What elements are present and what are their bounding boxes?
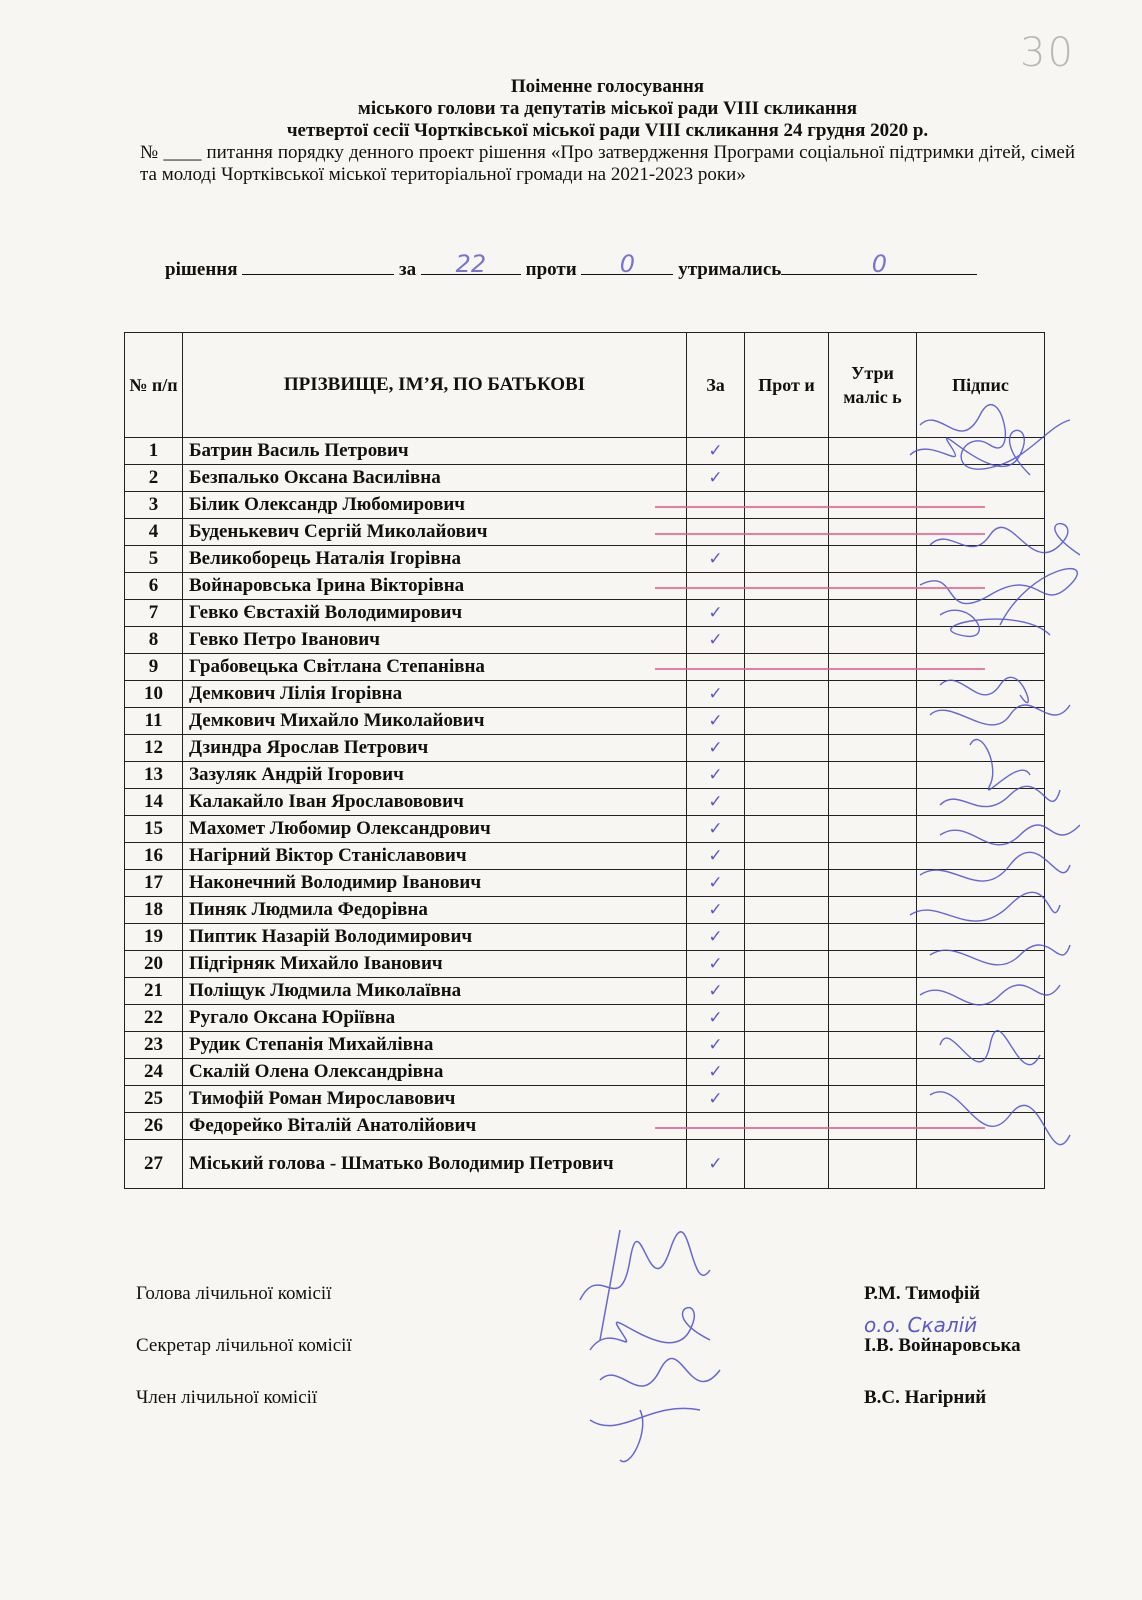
- secretary-role: Секретар лічильної комісії: [136, 1335, 352, 1356]
- row-vote-against: [745, 1086, 829, 1113]
- decision-label: рішення: [165, 259, 238, 280]
- row-vote-against: [745, 1032, 829, 1059]
- header-for: За: [687, 333, 745, 438]
- row-vote-against: [745, 924, 829, 951]
- row-number: 13: [125, 762, 183, 789]
- row-vote-against: [745, 708, 829, 735]
- header-name: ПРІЗВИЩЕ, ІМ’Я, ПО БАТЬКОВІ: [183, 333, 687, 438]
- row-vote-for: ✓: [687, 681, 745, 708]
- member-role: Член лічильної комісії: [136, 1387, 318, 1408]
- row-vote-against: [745, 438, 829, 465]
- row-vote-for: ✓: [687, 789, 745, 816]
- row-name: Войнаровська Ірина Вікторівна: [183, 573, 687, 600]
- row-name: Скалій Олена Олександрівна: [183, 1059, 687, 1086]
- row-vote-against: [745, 762, 829, 789]
- row-number: 20: [125, 951, 183, 978]
- row-vote-for: ✓: [687, 627, 745, 654]
- chair-name: Р.М. Тимофій: [864, 1283, 981, 1304]
- row-number: 11: [125, 708, 183, 735]
- signatures-scribble: [880, 395, 1080, 1195]
- row-name: Тимофій Роман Мирославович: [183, 1086, 687, 1113]
- row-number: 4: [125, 519, 183, 546]
- row-name: Демкович Михайло Миколайович: [183, 708, 687, 735]
- absent-strike-line: [655, 533, 985, 535]
- row-vote-for: ✓: [687, 1140, 745, 1189]
- row-vote-against: [745, 519, 829, 546]
- row-vote-against: [745, 654, 829, 681]
- header-number: № п/п: [125, 333, 183, 438]
- row-name: Федорейко Віталій Анатолійович: [183, 1113, 687, 1140]
- row-vote-against: [745, 1059, 829, 1086]
- row-number: 23: [125, 1032, 183, 1059]
- decision-blank: [242, 256, 394, 275]
- row-vote-against: [745, 600, 829, 627]
- row-vote-for: ✓: [687, 438, 745, 465]
- row-name: Безпалько Оксана Василівна: [183, 465, 687, 492]
- row-vote-for: ✓: [687, 897, 745, 924]
- row-vote-against: [745, 735, 829, 762]
- row-name: Гевко Петро Іванович: [183, 627, 687, 654]
- row-number: 15: [125, 816, 183, 843]
- row-vote-for: ✓: [687, 762, 745, 789]
- row-number: 5: [125, 546, 183, 573]
- row-name: Зазуляк Андрій Ігорович: [183, 762, 687, 789]
- row-number: 9: [125, 654, 183, 681]
- row-vote-for: [687, 654, 745, 681]
- row-vote-for: ✓: [687, 870, 745, 897]
- row-number: 26: [125, 1113, 183, 1140]
- row-name: Калакайло Іван Ярославовович: [183, 789, 687, 816]
- row-number: 16: [125, 843, 183, 870]
- row-vote-for: ✓: [687, 1005, 745, 1032]
- row-number: 18: [125, 897, 183, 924]
- row-name: Ругало Оксана Юріївна: [183, 1005, 687, 1032]
- commission-signatures: [560, 1220, 740, 1480]
- row-vote-for: ✓: [687, 1059, 745, 1086]
- row-name: Пиняк Людмила Федорівна: [183, 897, 687, 924]
- row-number: 25: [125, 1086, 183, 1113]
- absent-strike-line: [655, 506, 985, 508]
- row-name: Наконечний Володимир Іванович: [183, 870, 687, 897]
- chair-role: Голова лічильної комісії: [136, 1283, 332, 1304]
- row-vote-against: [745, 843, 829, 870]
- row-vote-for: ✓: [687, 816, 745, 843]
- row-vote-against: [745, 627, 829, 654]
- secretary-note: о.о. Скалій: [864, 1313, 978, 1337]
- row-vote-against: [745, 897, 829, 924]
- against-blank: [581, 250, 673, 278]
- abstain-label: утримались: [678, 259, 782, 280]
- for-label: за: [399, 259, 417, 280]
- row-vote-against: [745, 789, 829, 816]
- document-header: [140, 76, 1075, 186]
- vote-summary: [165, 250, 977, 281]
- row-number: 10: [125, 681, 183, 708]
- row-vote-against: [745, 1140, 829, 1189]
- row-vote-for: ✓: [687, 1032, 745, 1059]
- row-vote-against: [745, 546, 829, 573]
- against-value: 0: [619, 250, 636, 278]
- row-number: 2: [125, 465, 183, 492]
- row-vote-against: [745, 573, 829, 600]
- row-number: 21: [125, 978, 183, 1005]
- row-number: 14: [125, 789, 183, 816]
- row-name: Гевко Євстахій Володимирович: [183, 600, 687, 627]
- row-name: Підгірняк Михайло Іванович: [183, 951, 687, 978]
- header-abstain: Утри маліс ь: [829, 333, 917, 438]
- abstain-blank: [781, 250, 977, 278]
- row-vote-for: ✓: [687, 600, 745, 627]
- row-vote-for: [687, 573, 745, 600]
- row-vote-for: ✓: [687, 546, 745, 573]
- row-name: Пиптик Назарій Володимирович: [183, 924, 687, 951]
- row-vote-for: [687, 1113, 745, 1140]
- row-vote-against: [745, 870, 829, 897]
- row-number: 19: [125, 924, 183, 951]
- row-vote-for: ✓: [687, 924, 745, 951]
- row-number: 6: [125, 573, 183, 600]
- row-vote-against: [745, 681, 829, 708]
- page-number: 30: [1020, 30, 1075, 76]
- row-name: Міський голова - Шматько Володимир Петрович: [183, 1140, 687, 1189]
- absent-strike-line: [655, 587, 985, 589]
- row-vote-against: [745, 1113, 829, 1140]
- row-vote-against: [745, 492, 829, 519]
- row-vote-against: [745, 951, 829, 978]
- row-vote-for: ✓: [687, 1086, 745, 1113]
- row-name: Махомет Любомир Олександрович: [183, 816, 687, 843]
- row-vote-for: ✓: [687, 843, 745, 870]
- agenda-item: № ____ питання порядку денного проект рішення «Про затвердження Програми соціальної підтримки дітей, сімей та молоді Чортківської міської територіальної громади на 2021-2023 роки»: [140, 142, 1075, 185]
- row-name: Нагірний Віктор Станіславович: [183, 843, 687, 870]
- row-vote-against: [745, 816, 829, 843]
- row-number: 22: [125, 1005, 183, 1032]
- row-name: Демкович Лілія Ігорівна: [183, 681, 687, 708]
- row-vote-for: ✓: [687, 735, 745, 762]
- row-vote-for: ✓: [687, 708, 745, 735]
- row-vote-for: [687, 492, 745, 519]
- row-number: 7: [125, 600, 183, 627]
- row-vote-for: [687, 519, 745, 546]
- title-line-1: Поіменне голосування: [510, 76, 705, 97]
- title-line-2: міського голови та депутатів міської ради VIII скликання: [357, 98, 858, 119]
- row-name: Дзиндра Ярослав Петрович: [183, 735, 687, 762]
- title-line-3: четвертої сесії Чортківської міської ради VIII скликання 24 грудня 2020 р.: [286, 120, 929, 141]
- row-name: Білик Олександр Любомирович: [183, 492, 687, 519]
- row-number: 1: [125, 438, 183, 465]
- absent-strike-line: [655, 1127, 985, 1129]
- row-vote-for: ✓: [687, 465, 745, 492]
- absent-strike-line: [655, 668, 985, 670]
- row-vote-against: [745, 1005, 829, 1032]
- row-number: 24: [125, 1059, 183, 1086]
- abstain-value: 0: [871, 250, 887, 278]
- row-vote-against: [745, 978, 829, 1005]
- row-name: Поліщук Людмила Миколаївна: [183, 978, 687, 1005]
- member-name: В.С. Нагірний: [864, 1387, 987, 1408]
- row-vote-for: ✓: [687, 951, 745, 978]
- against-label: проти: [525, 259, 577, 280]
- secretary-name: І.В. Войнаровська: [864, 1335, 1021, 1356]
- row-name: Батрин Василь Петрович: [183, 438, 687, 465]
- row-number: 12: [125, 735, 183, 762]
- row-name: Буденькевич Сергій Миколайович: [183, 519, 687, 546]
- row-number: 8: [125, 627, 183, 654]
- row-vote-for: ✓: [687, 978, 745, 1005]
- header-against: Прот и: [745, 333, 829, 438]
- row-name: Рудик Степанія Михайлівна: [183, 1032, 687, 1059]
- row-name: Грабовецька Світлана Степанівна: [183, 654, 687, 681]
- row-number: 27: [125, 1140, 183, 1189]
- for-value: 22: [455, 250, 487, 278]
- row-number: 3: [125, 492, 183, 519]
- row-number: 17: [125, 870, 183, 897]
- row-vote-against: [745, 465, 829, 492]
- row-name: Великоборець Наталія Ігорівна: [183, 546, 687, 573]
- header-signature: Підпис: [917, 333, 1045, 438]
- for-blank: [421, 250, 521, 278]
